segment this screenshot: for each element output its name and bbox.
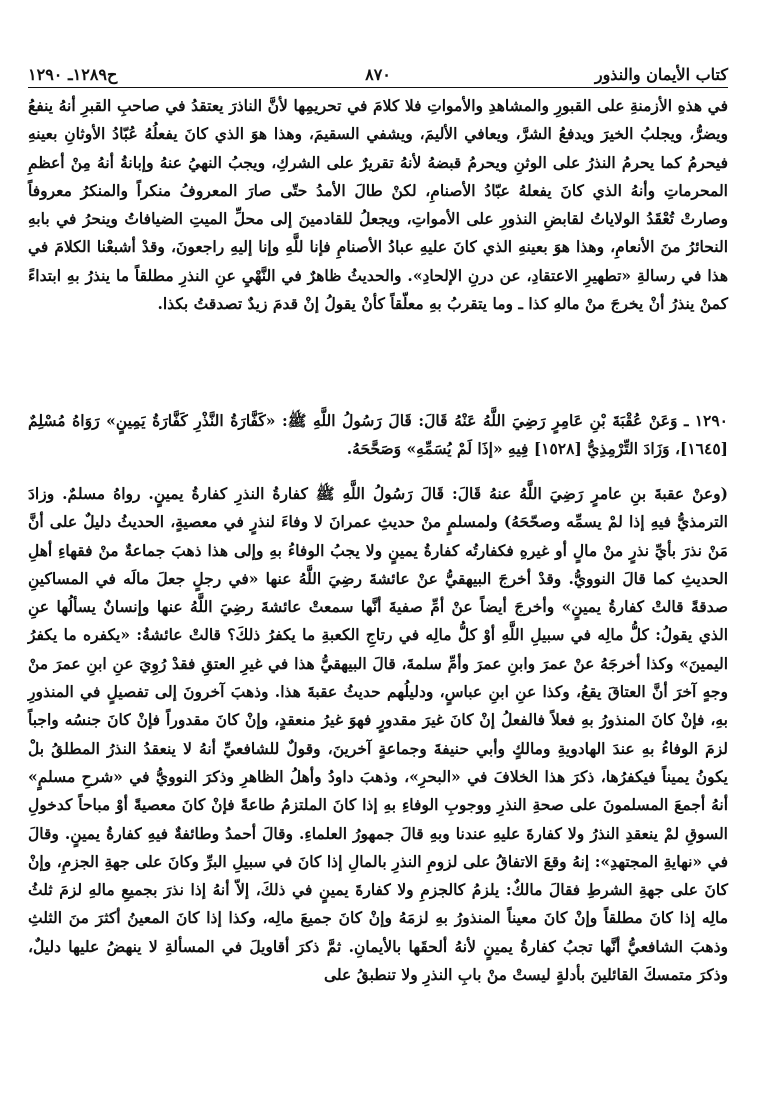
book-title: كتاب الأيمان والنذور [594, 65, 728, 84]
hadith-text [28, 407, 728, 464]
page-number: ٨٧٠ [365, 65, 391, 84]
commentary-paragraph-2: (وعنْ عقبةَ بنِ عامرٍ رَضِيَ اللَّهُ عنهُ قَالَ: قَالَ رَسُولُ اللَّهِ ﷺ كفارةُ النذرِ كفارةُ يمينٍ. رواهُ مسلمٌ. وزادَ الترمذيُّ فيهِ إذا لمْ يسمِّه وصحّحَهُ) ولمسلمٍ منْ حديثِ عمرانَ لا وفاءَ لنذرٍ في معصيةٍ، الحديثُ دليلٌ على أنَّ مَنْ نذرَ بأيِّ نذرٍ منْ مالٍ أو غيرهِ فكفارتُه كفارةُ يمينٍ ولا يجبُ الوفاءُ بهِ وإلى هذا ذهبَ جماعةٌ منْ فقهاءِ أهلِ الحديثِ كما قالَ النوويُّ. وقدْ أخرجَ البيهقيُّ عنْ عائشةَ رضِيَ اللَّهُ عنها «في رجلٍ جعلَ مالَه في المساكينِ صدقةً قالتْ كفارةُ يمينٍ» وأخرجَ أيضاً عنْ أمِّ صفيةَ أنَّها سمعتْ عائشةَ رضِيَ اللَّهُ عنها وإنسانٌ يسألُها عنِ الذي يقولُ: كلُّ مالِه في سبيلِ اللَّهِ أوْ كلُّ مالِه في رتاجِ الكعبةِ ما يكفرُ ذلكَ؟ قالتْ عائشةُ: «يكفره ما يكفرُ اليمينَ» وكذا أخرجَهُ عنْ عمرَ وابنِ عمرَ وأمِّ سلمةَ، قالَ البيهقيُّ هذا في غيرِ العتقِ فقدْ رُوِيَ عنِ ابنِ عمرَ منْ وجهٍ آخرَ أنَّ العتاقَ يقعُ، وكذا عنِ ابنِ عباسٍ، ودليلُهم حديثُ عقبةَ هذا. وذهبَ آخرونَ إلى تفصيلٍ في المنذورِ بهِ، فإنْ كانَ المنذورُ بهِ فعلاً فالفعلُ إنْ كانَ غيرَ مقدورٍ فهوَ غيرُ منعقدٍ، وإنْ كانَ مقدوراً فإنْ كانَ جنسُه واجباً لزمَ الوفاءُ بهِ عندَ الهادويةِ ومالكٍ وأبي حنيفةَ وجماعةٍ آخرينَ، وقولٌ للشافعيِّ أنهُ لا ينعقدُ النذرُ المطلقُ بلْ يكونُ يميناً فيكفرُها، ذكرَ هذا الخلافَ في «البحرِ»، وذهبَ داودُ وأهلُ الظاهرِ وذكرَ النوويُّ في «شرحِ مسلمٍ» أنهُ أجمعَ المسلمونَ على صحةِ النذرِ ووجوبِ الوفاءِ بهِ إذا كانَ الملتزمُ طاعةً فإنْ كانَ معصيةً أوْ مباحاً كدخولِ السوقِ لمْ ينعقدِ النذرُ ولا كفارةَ عليهِ عندنا وبهِ قالَ جمهورُ العلماءِ. وقالَ أحمدُ وطائفةٌ فيهِ كفارةُ يمينٍ. وقالَ في «نهايةِ المجتهدِ»: إنهُ وقعَ الاتفاقُ على لزومِ النذرِ بالمالِ إذا كانَ في سبيلِ البرِّ وكانَ على جهةِ الجزمِ، وإنْ كانَ على جهةِ الشرطِ فقالَ مالكٌ: يلزمُ كالجزمِ ولا كفارةَ يمينٍ في ذلكَ، إلاّ أنهُ إذا نذرَ بجميعِ مالهِ لزمَ ثلثُ مالِه إذا كانَ مطلقاً وإنْ كانَ معيناً المنذورُ بهِ لزمَهُ وإنْ كانَ جميعَ مالِه، وكذا إذا كانَ المعينُ أكثرَ منَ الثلثِ وذهبَ الشافعيُّ أنَّها تجبُ كفارةُ يمينٍ لأنهُ ألحقَها بالأيمانِ. ثمَّ ذكرَ أقاويلَ في المسألةِ لا ينهضُ عليها دليلٌ، وذكرَ متمسكَ القائلينَ بأدلةٍ ليستْ منْ بابِ النذرِ ولا تنطبقُ على [28, 484, 728, 985]
running-header [28, 58, 728, 88]
hadith-body: ـ وَعَنْ عُقْبَةَ بْنِ عَامِرٍ رَضِيَ اللَّهُ عَنْهُ قَالَ: قَالَ رَسُولُ اللَّهِ ﷺ: «كَفَّارَةُ النَّذْرِ كَفَّارَةُ يَمِينٍ» رَوَاهُ مُسْلِمٌ [١٦٤٥]، وَزَادَ التِّرْمِذِيُّ [١٥٢٨] فِيهِ «إذَا لَمْ يُسَمِّهِ» وَصَحَّحَهُ. [28, 411, 728, 459]
hadith-range: ح١٢٨٩ـ ١٢٩٠ [28, 65, 118, 84]
hadith-number: ١٢٩٠ [694, 411, 728, 430]
commentary-paragraph-1: في هذهِ الأزمنةِ على القبورِ والمشاهدِ والأمواتِ فلا كلامَ في تحريمِها لأنَّ الناذرَ يعتقدُ في صاحبِ القبرِ أنهُ ينفعُ ويضرُّ، ويجلبُ الخيرَ ويدفعُ الشرَّ، ويعافي الأليمَ، ويشفي السقيمَ، وهذا هوَ الذي كانَ يفعلُهُ عُبّادُ الأوثانِ بعينهِ فيحرمُ كما يحرمُ النذرُ على الوثنِ ويحرمُ قبضهُ لأنهُ تقريرٌ على الشركِ، ويجبُ النهيُ عنهُ وإبانةُ أنهُ مِنْ أعظمِ المحرماتِ وأنهُ الذي كانَ يفعلهُ عبّادُ الأصنامِ، لكنْ طالَ الأمدُ حتّى صارَ المعروفُ منكراً والمنكرُ معروفاً وصارتْ تُعْقَدُ الولاياتُ لقابضِ النذورِ على الأمواتِ، ويجعلُ للقادمينَ إلى محلِّ الميتِ الضيافاتُ وينحرُ في بابهِ النحائرُ منَ الأنعامِ، وهذا هوَ بعينهِ الذي كانَ عليهِ عبادُ الأصنامِ فإنا للَّهِ وإنا إليهِ راجعونَ، وقدْ أشبعْنا الكلامَ في هذا في رسالةِ «تطهيرِ الاعتقادِ، عن درنِ الإلحادِ». والحديثُ ظاهرٌ في النَّهْيِ عنِ النذرِ مطلقاً ما ينذرُ بهِ ابتداءً كمنْ ينذرُ أنْ يخرجَ منْ مالهِ كذا ـ وما يتقربُ بهِ معلّقاً كأنْ يقولُ إنْ قدمَ زيدٌ تصدقتُ بكذا. [28, 96, 728, 314]
